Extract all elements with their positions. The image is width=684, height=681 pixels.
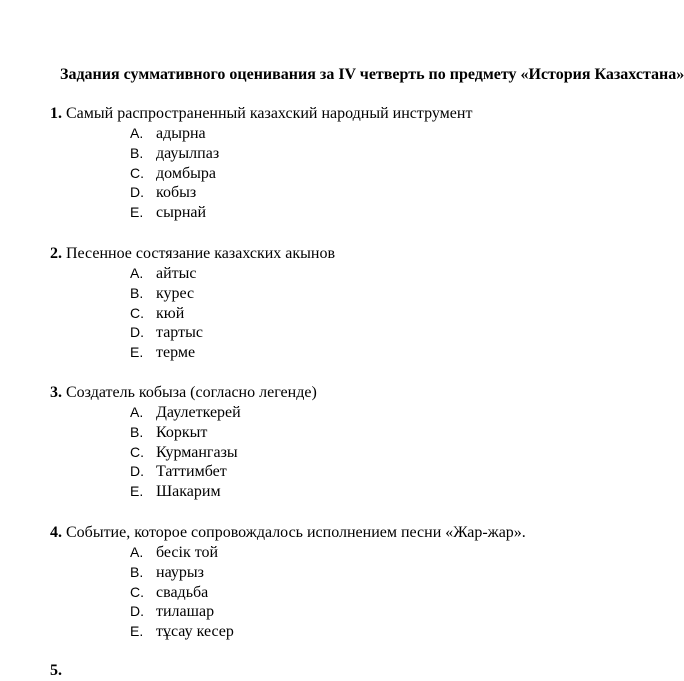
option-a bbox=[50, 403, 629, 423]
option-text: наурыз bbox=[156, 563, 204, 581]
option-c bbox=[50, 583, 629, 603]
option-e bbox=[50, 343, 629, 363]
option-c bbox=[50, 443, 629, 463]
option-letter: C. bbox=[130, 583, 144, 600]
option-b bbox=[50, 423, 629, 443]
option-letter: A. bbox=[130, 125, 144, 141]
option-text: дауылпаз bbox=[156, 144, 220, 162]
option-b bbox=[50, 144, 629, 164]
options-list bbox=[50, 403, 629, 502]
option-b bbox=[50, 284, 629, 304]
option-c bbox=[50, 164, 629, 184]
option-text: тұсау кесер bbox=[156, 623, 234, 641]
question-text bbox=[50, 523, 629, 543]
option-text: тилашар bbox=[156, 603, 215, 621]
options-list bbox=[50, 543, 629, 642]
option-d bbox=[50, 323, 629, 343]
option-text: айтыс bbox=[156, 265, 197, 282]
question-1 bbox=[50, 104, 629, 223]
option-e bbox=[50, 622, 629, 642]
question-text bbox=[50, 104, 629, 124]
option-text: Курмангазы bbox=[156, 443, 238, 461]
question-prompt: Событие, которое сопровождалось исполнением песни «Жар-жар». bbox=[66, 524, 526, 541]
question-prompt: Самый распространенный казахский народный инструмент bbox=[66, 105, 473, 122]
option-text: терме bbox=[156, 344, 196, 362]
option-d bbox=[50, 462, 629, 482]
option-text: кобыз bbox=[156, 184, 197, 202]
option-text: свадьба bbox=[156, 583, 209, 601]
option-letter: D. bbox=[130, 603, 144, 620]
option-text: Коркыт bbox=[156, 423, 208, 441]
option-c bbox=[50, 304, 629, 324]
option-text: тартыс bbox=[156, 324, 203, 342]
option-text: сырнай bbox=[156, 204, 207, 222]
option-b bbox=[50, 563, 629, 583]
question-number: 1. bbox=[50, 105, 62, 122]
option-letter: A. bbox=[130, 265, 144, 281]
option-e bbox=[50, 482, 629, 502]
question-prompt: Создатель кобыза (согласно легенде) bbox=[66, 384, 317, 401]
option-d bbox=[50, 602, 629, 622]
option-letter: C. bbox=[130, 304, 144, 321]
question-3 bbox=[50, 383, 629, 502]
option-text: Таттимбет bbox=[156, 463, 227, 481]
option-letter: E. bbox=[130, 204, 144, 221]
question-prompt: Песенное состязание казахских акынов bbox=[66, 245, 336, 262]
option-letter: D. bbox=[130, 463, 144, 480]
question-2 bbox=[50, 244, 629, 363]
option-letter: D. bbox=[130, 184, 144, 201]
question-4 bbox=[50, 523, 629, 642]
option-text: адырна bbox=[156, 125, 206, 142]
option-letter: B. bbox=[130, 284, 144, 301]
option-letter: B. bbox=[130, 563, 144, 580]
options-list bbox=[50, 264, 629, 363]
option-text: Даулеткерей bbox=[156, 404, 241, 421]
question-text bbox=[50, 383, 629, 403]
question-number: 5. bbox=[50, 662, 62, 679]
option-a bbox=[50, 124, 629, 144]
option-letter: B. bbox=[130, 144, 144, 161]
option-letter: E. bbox=[130, 344, 144, 361]
option-e bbox=[50, 203, 629, 223]
option-a bbox=[50, 543, 629, 563]
option-letter: A. bbox=[130, 404, 144, 420]
option-d bbox=[50, 183, 629, 203]
option-text: домбыра bbox=[156, 164, 216, 182]
question-number: 4. bbox=[50, 524, 62, 541]
option-a bbox=[50, 264, 629, 284]
question-number: 2. bbox=[50, 245, 62, 262]
option-text: курес bbox=[156, 284, 195, 302]
options-list bbox=[50, 124, 629, 223]
option-letter: B. bbox=[130, 423, 144, 440]
option-letter: A. bbox=[130, 544, 144, 560]
document-title: Задания суммативного оценивания за IV четверть по предмету «История Казахстана» bbox=[60, 66, 684, 83]
option-text: кюй bbox=[156, 304, 185, 322]
option-letter: C. bbox=[130, 443, 144, 460]
option-letter: E. bbox=[130, 623, 144, 640]
option-letter: D. bbox=[130, 324, 144, 341]
option-text: Шакарим bbox=[156, 483, 221, 501]
option-letter: C. bbox=[130, 164, 144, 181]
question-5-cutoff bbox=[50, 661, 629, 679]
option-letter: E. bbox=[130, 483, 144, 500]
question-text bbox=[50, 244, 629, 264]
question-number: 3. bbox=[50, 384, 62, 401]
option-text: бесік той bbox=[156, 544, 219, 561]
